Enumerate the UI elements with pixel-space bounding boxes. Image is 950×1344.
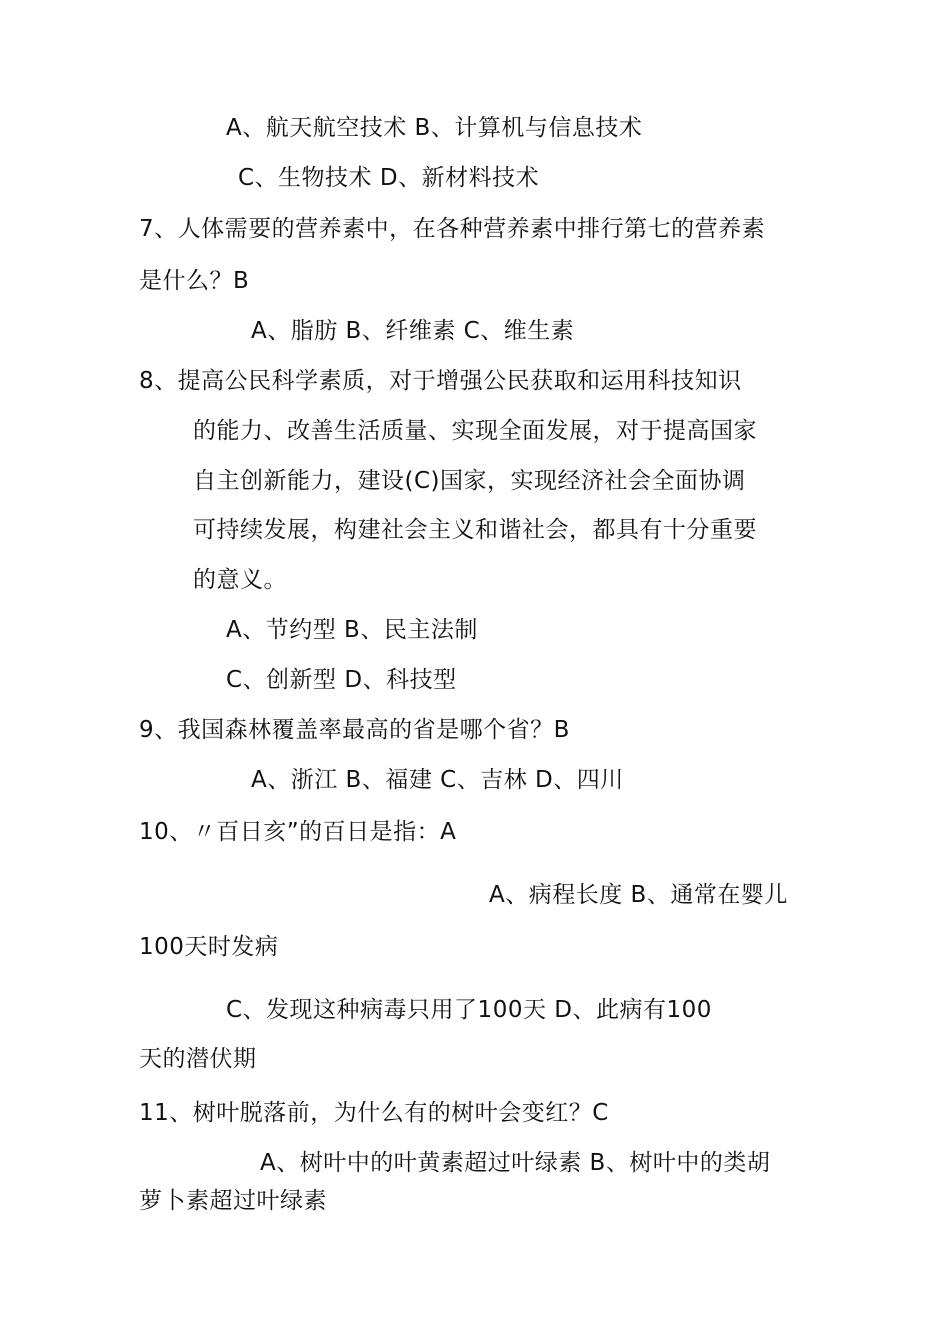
q8-options-ab: A、节约型 B、民主法制 <box>226 617 478 643</box>
q10-options-cd-line-2: 天的潜伏期 <box>139 1046 257 1072</box>
q7-options: A、脂肪 B、纤维素 C、维生素 <box>251 318 575 344</box>
q10-question: 10、〃百日亥”的百日是指：A <box>139 819 457 845</box>
q8-question-line-2: 的能力、改善生活质量、实现全面发展，对于提高国家 <box>193 418 757 444</box>
q9-question: 9、我国森林覆盖率最高的省是哪个省？B <box>139 717 570 743</box>
q10-options-cd-line-1: C、发现这种病毒只用了100天 D、此病有100 <box>226 997 712 1023</box>
q6-options-cd: C、生物技术 D、新材料技术 <box>238 165 540 191</box>
q7-question-line-1: 7、人体需要的营养素中，在各种营养素中排行第七的营养素 <box>139 216 766 242</box>
q8-question-line-1: 8、提高公民科学素质，对于增强公民获取和运用科技知识 <box>139 368 742 394</box>
q11-options-line-2: 萝卜素超过叶绿素 <box>139 1188 327 1214</box>
q8-question-line-5: 的意义。 <box>193 567 287 593</box>
q11-question: 11、树叶脱落前，为什么有的树叶会变红？C <box>139 1100 609 1126</box>
q7-question-line-2: 是什么？B <box>139 268 250 294</box>
q11-options-line-1: A、树叶中的叶黄素超过叶绿素 B、树叶中的类胡 <box>260 1150 771 1176</box>
q8-options-cd: C、创新型 D、科技型 <box>226 667 457 693</box>
q10-options-ab-line-2: 100天时发病 <box>139 934 279 960</box>
q8-question-line-4: 可持续发展，构建社会主义和谐社会，都具有十分重要 <box>193 517 757 543</box>
q9-options: A、浙江 B、福建 C、吉林 D、四川 <box>251 767 624 793</box>
q6-options-ab: A、航天航空技术 B、计算机与信息技术 <box>226 115 643 141</box>
q8-question-line-3: 自主创新能力，建设(C)国家，实现经济社会全面协调 <box>193 468 746 494</box>
q10-options-ab-line-1: A、病程长度 B、通常在婴儿 <box>489 882 788 908</box>
